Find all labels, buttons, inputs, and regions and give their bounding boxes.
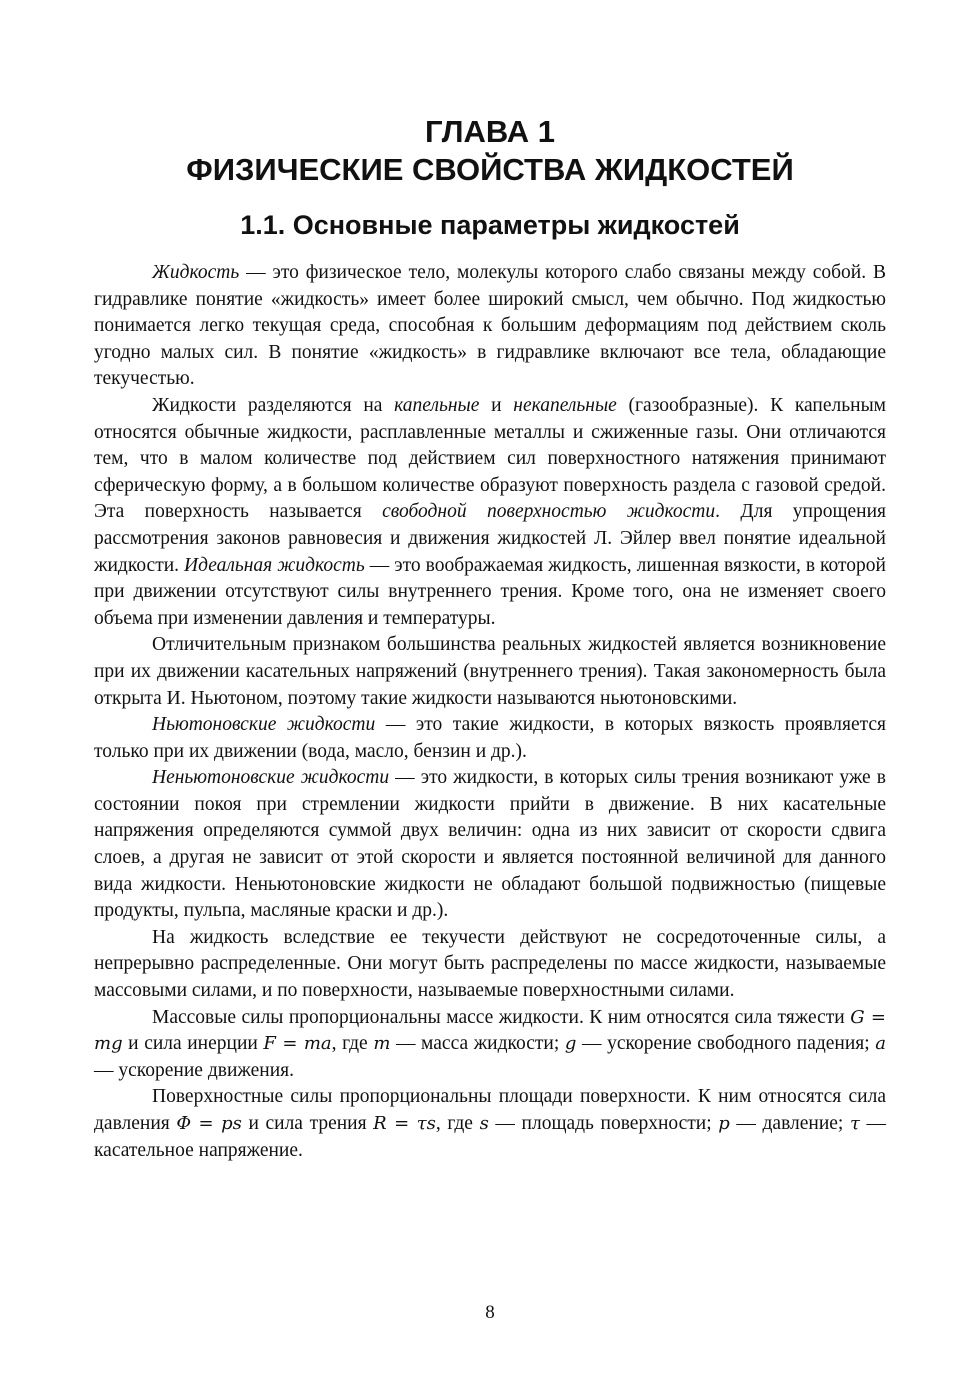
term-newtonian-liquids: Ньютоновские жидкости: [152, 714, 376, 736]
symbol-p: p: [718, 1113, 730, 1134]
formula-inertia: F = ma: [263, 1033, 332, 1055]
symbol-a: a: [875, 1033, 887, 1055]
formula-pressure-force: Φ = ps: [176, 1113, 242, 1134]
symbol-m: m: [373, 1033, 391, 1055]
term-free-surface: свободной поверхностью жидкости: [382, 501, 716, 523]
symbol-g: g: [564, 1033, 577, 1055]
formula-friction-force: R = τs: [373, 1113, 436, 1134]
body-text: [94, 260, 886, 1164]
term-ideal-liquid: Идеальная жидкость: [184, 554, 365, 576]
chapter-title: ФИЗИЧЕСКИЕ СВОЙСТВА ЖИДКОСТЕЙ: [186, 152, 794, 187]
paragraph-mass-forces: Массовые силы пропорциональны массе жидкости. К ним относятся сила тяжести G = mg и сила инерции F = ma, где m — масса жидкости; g — ускорение свободного падения; a — ускорение движения.: [94, 1006, 887, 1081]
chapter-number: ГЛАВА 1: [424, 114, 556, 149]
page-number: 8: [485, 1302, 495, 1323]
symbol-tau: τ: [849, 1113, 860, 1134]
paragraph-surface-forces: Поверхностные силы пропорциональны площади поверхности. К ним относятся сила давления Φ = ps и сила трения R = τs, где s — площадь поверхности; p — давление; τ — касательное напряжение.: [94, 1086, 887, 1161]
term-drop-liquids: капельные: [394, 394, 480, 416]
formula-gravity: G = mg: [94, 1006, 886, 1055]
paragraph-distributed-forces: На жидкость вследствие ее текучести действуют не сосредоточенные силы, а непрерывно распределенные. Они могут быть распределены по массе жидкости, называемые массовыми силами, и по поверхности, называемые поверхностными силами.: [94, 926, 886, 1002]
term-non-newtonian-liquids: Неньютоновские жидкости: [152, 767, 390, 789]
term-liquid: Жидкость: [152, 262, 240, 283]
paragraph-liquid-definition: Жидкость — это физическое тело, молекулы которого слабо связаны между собой. В гидравлике понятие «жидкость» имеет более широкий смысл, чем обычно. Под жидкостью понимается легко текущая среда, способная к большим деформациям под действием сколь угодно малых сил. В понятие «жидкость» в гидравлике включают все тела, обладающие текучестью.: [94, 262, 886, 390]
paragraph-non-newtonian: Неньютоновские жидкости — это жидкости, в которых силы трения возникают уже в состоянии покоя при стремлении жидкости прийти в движение. В них касательные напряжения определяются суммой двух величин: одна из них зависит от скорости сдвига слоев, а другая не зависит от этой скорости и является постоянной величиной для данного вида жидкости. Неньютоновские жидкости не обладают большой подвижностью (пищевые продукты, пульпа, масляные краски и др.).: [94, 767, 886, 922]
paragraph-liquid-types: Жидкости разделяются на капельные и некапельные (газообразные). К капельным относятся обычные жидкости, расплавленные металлы и сжиженные газы. Они отличаются тем, что в малом количестве под действием сил поверхностного натяжения принимают сферическую форму, а в большом количестве образуют поверхность раздела с газовой средой. Эта поверхность называется свободной поверхностью жидкости. Для упрощения рассмотрения законов равновесия и движения жидкостей Л. Эйлер ввел понятие идеальной жидкости. Идеальная жидкость — это воображаемая жидкость, лишенная вязкости, в которой при движении отсутствуют силы внутреннего трения. Кроме того, она не изменяет своего объема при изменении давления и температуры.: [94, 394, 887, 629]
paragraph-newtonian: Ньютоновские жидкости — это такие жидкости, в которых вязкость проявляется только при их движении (вода, масло, бензин и др.).: [94, 714, 886, 762]
section-title: 1.1. Основные параметры жидкостей: [240, 210, 740, 240]
symbol-s: s: [479, 1113, 489, 1134]
term-non-drop-liquids: некапельные: [513, 394, 617, 416]
paragraph-real-liquids: Отличительным признаком большинства реальных жидкостей является возникновение при их движении касательных напряжений (внутреннего трения). Такая закономерность была открыта И. Ньютоном, поэтому такие жидкости называются ньютоновскими.: [94, 634, 886, 709]
